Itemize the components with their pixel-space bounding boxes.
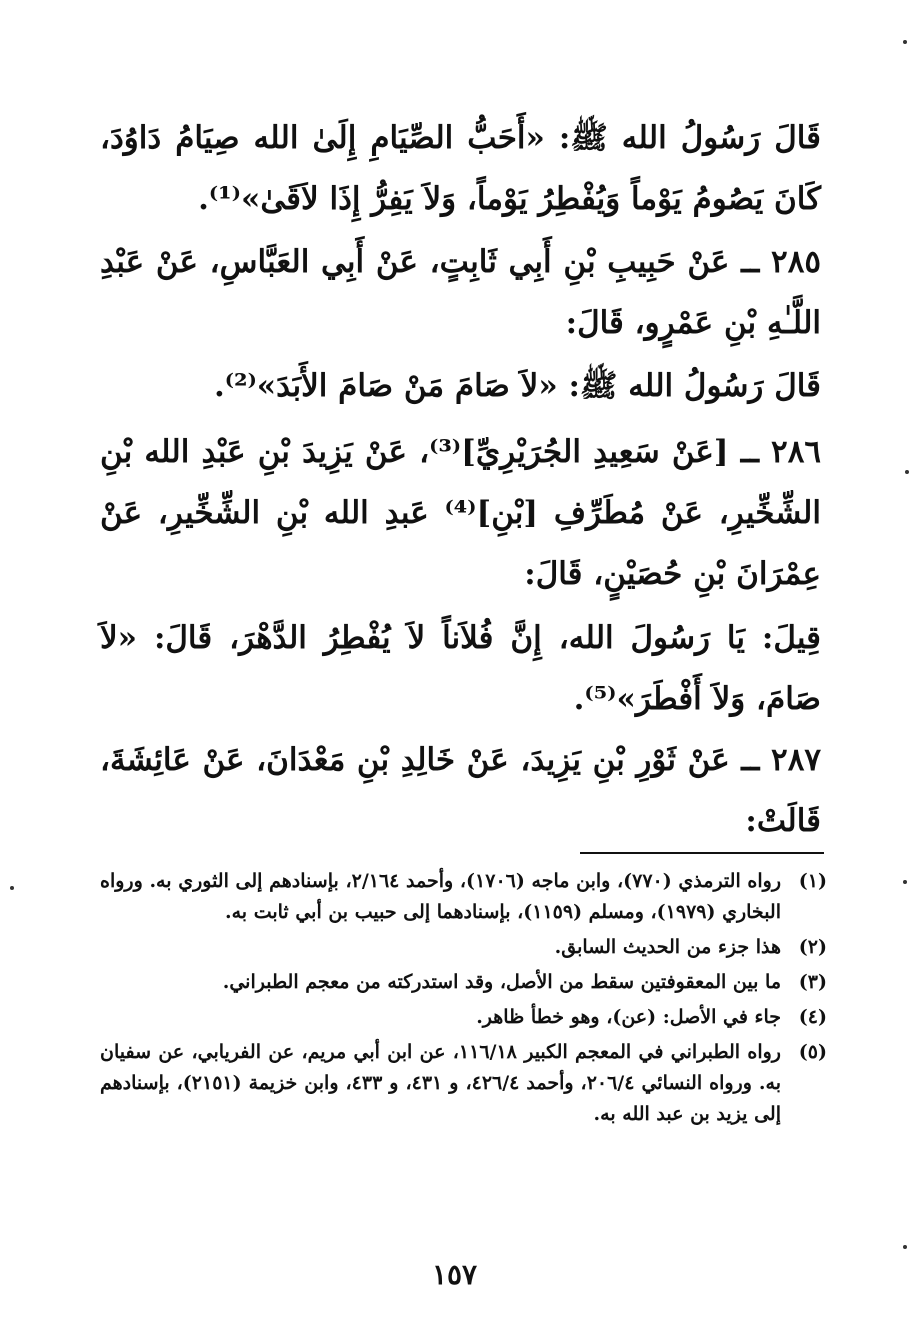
scan-speck xyxy=(903,40,907,44)
page-number: ١٥٧ xyxy=(431,1258,478,1291)
footnote-number: (٣) xyxy=(798,971,827,993)
footnote-text: جاء في الأصل: (عن)، وهو خطأ ظاهر. xyxy=(476,1006,781,1028)
footnote-text: هذا جزء من الحديث السابق. xyxy=(554,936,781,958)
footnote-item xyxy=(100,1037,827,1130)
footnote-item xyxy=(100,967,827,998)
scan-speck xyxy=(10,886,14,890)
footnote-divider xyxy=(580,852,824,854)
paragraph-hadith-286-text: قِيلَ: يَا رَسُولَ الله، إِنَّ فُلاَناً لاَ يُفْطِرُ الدَّهْرَ، قَالَ: «لاَ صَامَ، وَلاَ أَفْطَرَ»⁽⁵⁾. xyxy=(100,620,821,717)
paragraph-hadith-285-text: قَالَ رَسُولُ الله ﷺ: «لاَ صَامَ مَنْ صَامَ الأَبَدَ»⁽²⁾. xyxy=(213,368,821,404)
scan-speck xyxy=(903,1245,907,1249)
paragraph-hadith-285-isnad: ٢٨٥ ــ عَنْ حَبِيبِ بْنِ أَبِي ثَابِتٍ، عَنْ أَبِي العَبَّاسِ، عَنْ عَبْدِ اللَّـٰهِ بْنِ عَمْرٍو، قَالَ: xyxy=(100,244,821,341)
footnote-item xyxy=(100,932,827,963)
scan-speck xyxy=(905,470,909,474)
footnote-text: رواه الترمذي (٧٧٠)، وابن ماجه (١٧٠٦)، وأحمد ٢/١٦٤، بإسنادهم إلى الثوري به. ورواه البخاري (١٩٧٩)، ومسلم (١١٥٩)، بإسنادهما إلى حبيب بن أبي ثابت به. xyxy=(100,870,781,923)
footnote-item xyxy=(100,866,827,928)
scan-speck xyxy=(903,880,907,884)
footnote-number: (١) xyxy=(798,870,827,892)
paragraph-hadith-text: قَالَ رَسُولُ الله ﷺ: «أَحَبُّ الصِّيَامِ إِلَىٰ الله صِيَامُ دَاوُدَ، كَانَ يَصُومُ يَوْماً وَيُفْطِرُ يَوْماً، وَلاَ يَفِرُّ إِذَا لاَقَىٰ»⁽¹⁾. xyxy=(100,120,821,217)
footnote-number: (٥) xyxy=(798,1041,827,1063)
paragraph-hadith-287-isnad: ٢٨٧ ــ عَنْ ثَوْرِ بْنِ يَزِيدَ، عَنْ خَالِدِ بْنِ مَعْدَانَ، عَنْ عَائِشَةَ، قَالَتْ: xyxy=(100,742,821,839)
paragraph-hadith-286-isnad: ٢٨٦ ــ [عَنْ سَعِيدِ الجُرَيْرِيِّ]⁽³⁾، عَنْ يَزِيدَ بْنِ عَبْدِ الله بْنِ الشِّخِّيرِ، عَنْ مُطَرِّفِ [بْنِ]⁽⁴⁾ عَبدِ الله بْنِ الشِّخِّيرِ، عَنْ عِمْرَانَ بْنِ حُصَيْنٍ، قَالَ: xyxy=(100,434,821,592)
footnotes-list xyxy=(100,866,827,1134)
footnote-number: (٢) xyxy=(798,936,827,958)
footnote-item xyxy=(100,1002,827,1033)
footnote-number: (٤) xyxy=(798,1006,827,1028)
footnote-text: ما بين المعقوفتين سقط من الأصل، وقد استدركته من معجم الطبراني. xyxy=(222,971,781,993)
footnote-text: رواه الطبراني في المعجم الكبير ١١٦/١٨، عن ابن أبي مريم، عن الفريابي، عن سفيان به. ورواه النسائي ٢٠٦/٤، وأحمد ٤٢٦/٤، و ٤٣١، و ٤٣٣، وابن خزيمة (٢١٥١)، بإسنادهم إلى يزيد بن عبد الله به. xyxy=(100,1041,782,1125)
